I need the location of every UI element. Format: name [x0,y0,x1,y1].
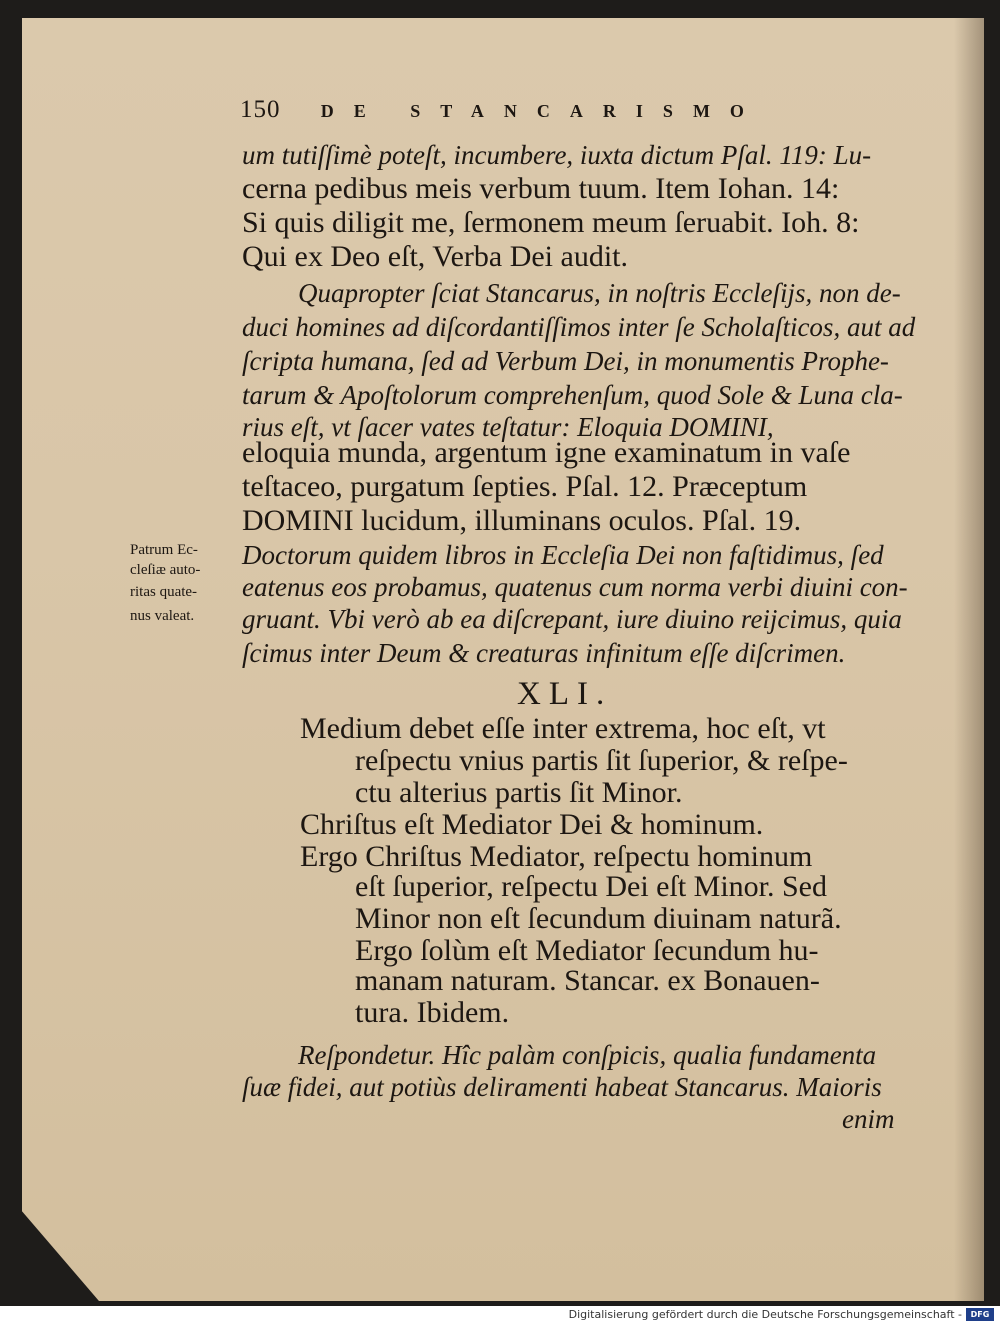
body-line: tarum & Apoſtolorum comprehenſum, quod Sole & Luna cla- [242,380,903,410]
dfg-logo: DFG [966,1308,994,1321]
body-line: Qui ex Deo eſt, Verba Dei audit. [242,240,629,273]
footer-bar [0,1306,1000,1325]
page-shadow [954,18,984,1301]
body-line: Quapropter ſciat Stancarus, in noſtris Eccleſijs, non de- [298,278,901,308]
body-line: Doctorum quidem libros in Eccleſia Dei non faſtidimus, ſed [242,540,884,570]
argument-line: Chriſtus eſt Mediator Dei & hominum. [300,808,764,841]
body-line: eloquia munda, argentum igne examinatum in vaſe [242,436,851,469]
argument-line: Ergo ſolùm eſt Mediator ſecundum hu- [355,934,819,967]
catchword: enim [842,1104,895,1134]
margin-note-line: cleſiæ auto- [130,562,201,578]
margin-note-line: Patrum Ec- [130,542,198,558]
argument-line: ctu alterius partis ſit Minor. [355,776,683,809]
section-number: XLI. [517,676,613,712]
argument-line: Minor non eſt ſecundum diuinam naturã. [355,902,842,935]
argument-line: Medium debet eſſe inter extrema, hoc eſt, vt [300,712,826,745]
running-header [240,96,764,124]
body-line: eatenus eos probamus, quatenus cum norma verbi diuini con- [242,572,908,602]
body-line: Si quis diligit me, ſermonem meum ſeruabit. Ioh. 8: [242,206,860,239]
body-line: um tutiſſimè poteſt, incumbere, iuxta dictum Pſal. 119: Lu- [242,140,872,170]
page-number: 150 [240,96,281,123]
response-line: ſuæ fidei, aut potiùs deliramenti habeat Stancarus. Maioris [242,1072,882,1102]
body-line: teſtaceo, purgatum ſepties. Pſal. 12. Præceptum [242,470,808,503]
body-line: DOMINI lucidum, illuminans oculos. Pſal. 19. [242,504,802,537]
margin-note-line: nus valeat. [130,608,195,624]
argument-line: Ergo Chriſtus Mediator, reſpectu hominum [300,840,813,873]
running-title: DE STANCARISMO [320,101,764,121]
argument-line: reſpectu vnius partis ſit ſuperior, & reſpe- [355,744,848,777]
body-line: ſcimus inter Deum & creaturas infinitum eſſe diſcrimen. [242,638,846,668]
body-line: ſcripta humana, ſed ad Verbum Dei, in monumentis Prophe- [242,346,889,376]
body-line: gruant. Vbi verò ab ea diſcrepant, iure diuino reijcimus, quia [242,604,902,634]
body-line: cerna pedibus meis verbum tuum. Item Iohan. 14: [242,172,840,205]
margin-note-line: ritas quate- [130,584,198,600]
argument-line: eſt ſuperior, reſpectu Dei eſt Minor. Sed [355,870,828,903]
argument-line: tura. Ibidem. [355,996,510,1029]
footer-credit: Digitalisierung gefördert durch die Deutsche Forschungsgemeinschaft - [568,1308,962,1321]
response-line: Reſpondetur. Hîc palàm conſpicis, qualia fundamenta [298,1040,877,1070]
body-line: rius eſt, vt ſacer vates teſtatur: Eloquia DOMINI, [242,412,774,442]
body-line: duci homines ad diſcordantiſſimos inter ſe Scholaſticos, aut ad [242,312,916,342]
argument-line: manam naturam. Stancar. ex Bonauen- [355,964,820,997]
